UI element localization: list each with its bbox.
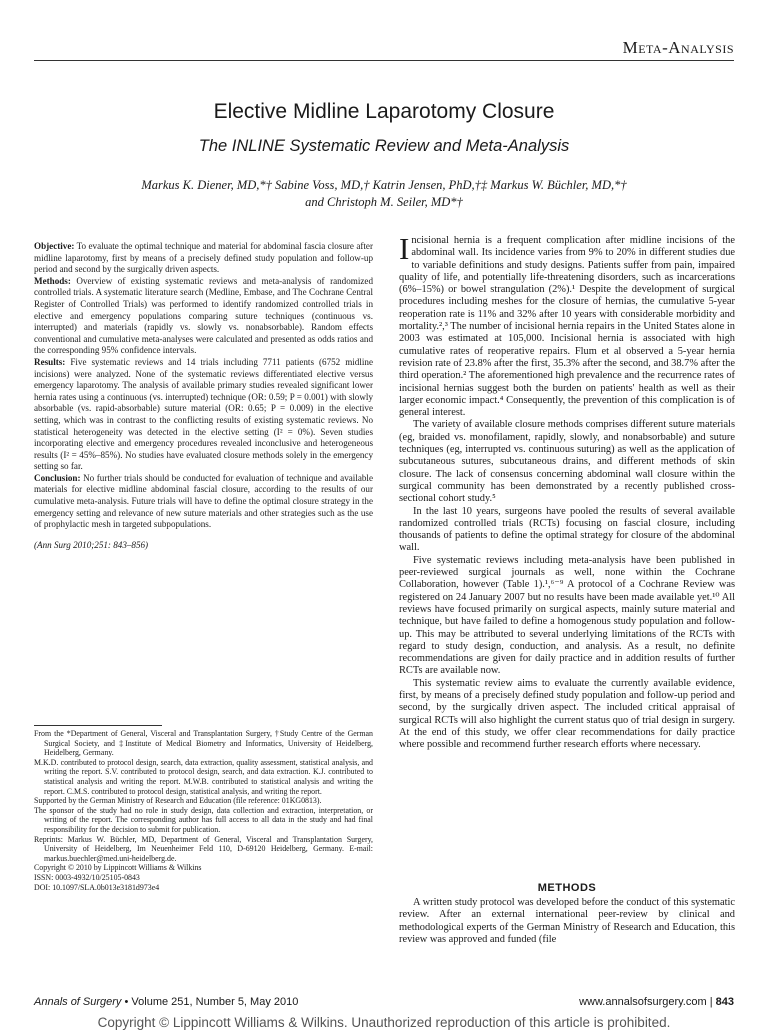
article-title: Elective Midline Laparotomy Closure (213, 100, 555, 123)
footer-journal: Annals of Surgery • Volume 251, Number 5, May 2010 (34, 996, 299, 1008)
footer-right: www.annalsofsurgery.com | 843 (579, 996, 734, 1008)
conclusion-label: Conclusion: (34, 472, 81, 483)
methods-heading: METHODS (537, 882, 597, 894)
abstract-results (34, 357, 373, 473)
footnote-issn: ISSN: 0003-4932/10/25105-0843 (34, 872, 140, 882)
body-paragraph: This systematic review aims to evaluate the currently available evidence, first, by means of a precisely defined study population and follow-up period and second, by the surgically driven aspect. The included critical appraisal of surgical RCTs will also highlight the current status quo of trial design in surgery. At the end of this study, we offer clear recommendations for daily practice where possible and recommend further research efforts where necessary. (399, 677, 735, 751)
body-paragraph (399, 231, 735, 419)
article-subtitle: The INLINE Systematic Review and Meta-Analysis (198, 137, 570, 155)
footnote-sponsor: The sponsor of the study had no role in study design, data collection and extraction, interpretation, or writing of the report. The corresponding author has full access to all data in the study and had final responsibility for the decision to submit for publication. (34, 805, 373, 834)
copyright-banner: Copyright © Lippincott Williams & Wilkins. Unauthorized reproduction of this article is prohibited. (97, 1015, 671, 1030)
journal-url[interactable]: www.annalsofsurgery.com (579, 996, 707, 1008)
drop-cap: I (399, 231, 410, 266)
footnote-rule (34, 725, 162, 726)
body-paragraph: In the last 10 years, surgeons have pooled the results of several available randomized controlled trials (RCTs) focusing on fascial closure, including thousands of patients to define the optimal strategy for closure of the abdominal wall. (399, 505, 735, 554)
footnotes (34, 729, 373, 892)
methods-text: A written study protocol was developed before the conduct of this systematic review. After an external international peer-review by clinical and methodological experts of the German Ministry of Research and Education, this review was approved and funded (file (399, 897, 735, 945)
abstract-methods (34, 276, 373, 357)
abstract-citation: (Ann Surg 2010;251: 843–856) (34, 539, 149, 550)
methods-label: Methods: (34, 275, 71, 286)
abstract (34, 241, 373, 551)
section-header: Meta-Analysis (622, 38, 734, 57)
results-text: Five systematic reviews and 14 trials including 7711 patients (6752 midline incisions) were analyzed. None of the systematic reviews differentiated elective versus emergency laparotomy. The analysis of available primary studies revealed significant lower hernia rates using a continuous (vs. interrupted) technique (OR: 0.59; P = 0.001) with slowly absorbable (vs. rapid-absorbable) suture material (OR: 0.65; P = 0.009) in the elective setting, which was in contrast to the conflicting results of existing systematic reviews. No statistical heterogeneity was detected in the elective setting (I² = 0%). Seven studies incorporating elective and emergency procedures revealed inconclusive and heterogeneous results (I² = 45%–85%). No studies have evaluated closure methods solely in the emergency setting so far. (34, 356, 373, 472)
body-paragraph: Five systematic reviews including meta-analysis have been published in peer-reviewed surgical journals as well, none within the Cochrane Collaboration, however (Table 1).¹,⁶⁻⁹ A protocol of a Cochrane Review was registered on 24 January 2007 but no results have been made available yet.¹⁰ All reviews have focused primarily on surgical aspects, mainly suture material and technique, but have failed to define a homogenous study population and follow-up. This may be attributed to several underlying limitations of the RCTs with regard to study design, conduction, and analysis. As a result, no definite recommendations are given for daily practice and in addition results of further RCTs are available now. (399, 554, 735, 677)
journal-issue: Volume 251, Number 5, May 2010 (131, 996, 299, 1008)
page-number: 843 (715, 996, 734, 1008)
abstract-conclusion (34, 473, 373, 531)
abstract-objective (34, 241, 373, 276)
journal-name: Annals of Surgery (34, 996, 122, 1008)
authors-line-2: and Christoph M. Seiler, MD*† (305, 194, 463, 209)
methods-text: Overview of existing systematic reviews and meta-analysis of randomized controlled trials. A systematic literature search (Medline, Embase, and The Cochrane Central Register of Controlled Trials) was performed to identify randomized controlled trials in elective and emergency populations comparing suture techniques (continuous vs. interrupted) and materials (rapidly vs. slowly vs. nonabsorbable). Random effects conventional and cumulative meta-analyses were calculated and presented as odds ratios and the corresponding 95% confidence intervals. (34, 275, 373, 356)
body-paragraph-1-text: ncisional hernia is a frequent complication after midline incisions of the abdominal wall. Its incidence varies from 9% to 20% in different studies due to variable definitions and study designs. Patients suffer from pain, impaired quality of life, and potentially life-threatening disorders, such as incarcerations (6%–15%) or bowel strangulation (2%).¹ Despite the development of surgical procedures including meshes for the closure of hernias, the cumulative 5-year reoperation rate is 11% and 32% after 10 years with considerable morbidity and mortality.²,³ The number of incisional hernia repairs in the United States alone in 2003 was estimated at 105,000. Incisional hernia is associated with high cumulative rates of reoperative repairs. Flum et al observed a 5-year hernia revision rate of 23.8% after the first, 35.3% after the second, and 38.7% after the third operation.² The aforementioned high prevalence and the recurrence rates of incisional hernias suggest both the burden on patients' health as well as their larger economic impact.⁴ Consequently, the prevention of this complication is of general interest. (399, 235, 735, 419)
header-rule (34, 60, 734, 61)
footnote-copyright: Copyright © 2010 by Lippincott Williams & Wilkins (34, 863, 202, 873)
results-label: Results: (34, 356, 66, 367)
footnote-affiliations: From the *Department of General, Visceral and Transplantation Surgery, †Study Centre of the German Surgical Society, and ‡Institute of Medical Biometry and Informatics, University of Heidelberg, Heidelberg, Germany. (34, 729, 373, 758)
footnote-doi: DOI: 10.1097/SLA.0b013e3181d973e4 (34, 882, 160, 892)
body-paragraph: The variety of available closure methods comprises different suture materials (eg, braided vs. monofilament, rapidly, slowly, and nonabsorbable) and suture techniques (eg, interrupted vs. continuous suturing) as well as the application of subcutaneous sutures, subcutaneous drains, and different methods of skin closure. The lack of consensus concerning abdominal wall closure within the surgical community has been demonstrated by a recently published cross-sectional cohort study.⁵ (399, 419, 735, 505)
author-list (60, 177, 708, 210)
footnote-contributions: M.K.D. contributed to protocol design, search, data extraction, quality assessment, statistical analysis, and writing the report. S.V. contributed to protocol design, search, and data extraction. K.J. contributed to statistical analysis and writing the report. M.W.B. contributed to statistical analysis and writing the report. C.M.S. contributed to protocol design, statistical analysis, and writing the report. (34, 757, 373, 796)
conclusion-text: No further trials should be conducted for evaluation of technique and available materials for elective midline abdominal fascial closure, according to the results of our cumulative meta-analysis. Future trials will have to define the optimal closure strategy in the emergency setting and relevance of new suture materials and other strategies such as the use of prophylactic mesh in targeted subpopulations. (34, 472, 373, 530)
introduction (399, 231, 735, 751)
footnote-reprints: Reprints: Markus W. Büchler, MD, Department of General, Visceral and Transplantation Surgery, University of Heidelberg, Im Neuenheimer Feld 110, D-69120 Heidelberg, Germany. E-mail: markus.buechler@med.uni-heidelberg.de. (34, 834, 373, 863)
footnote-funding: Supported by the German Ministry of Research and Education (file reference: 01KG0813). (34, 796, 322, 806)
authors-line-1: Markus K. Diener, MD,*† Sabine Voss, MD,† Katrin Jensen, PhD,†‡ Markus W. Büchler, MD,*† (141, 178, 627, 192)
objective-text: To evaluate the optimal technique and material for abdominal fascia closure after midline laparotomy, first by means of a precisely defined study population and follow-up period and second by the surgically driven aspects. (34, 241, 373, 275)
objective-label: Objective: (34, 241, 75, 251)
